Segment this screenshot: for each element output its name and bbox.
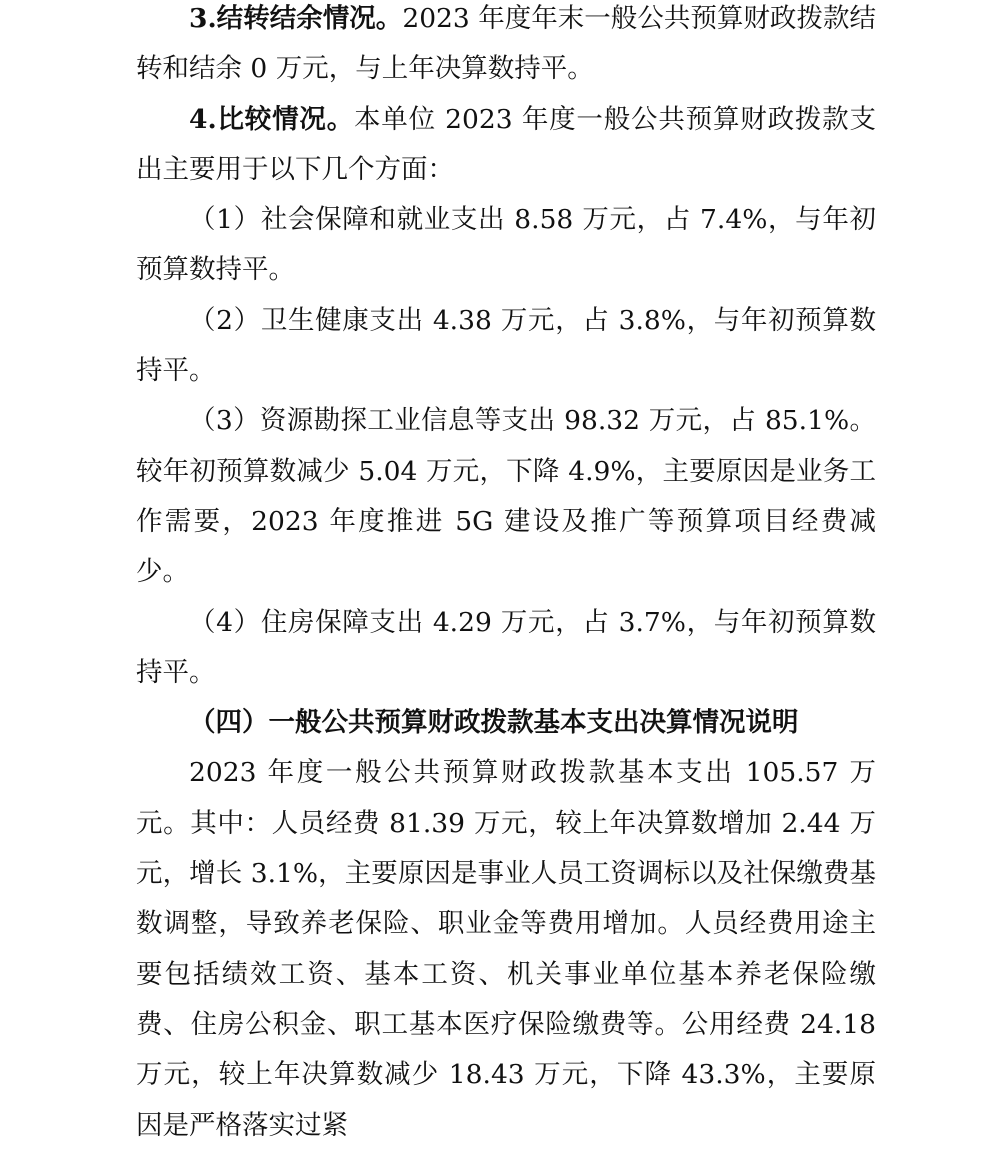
comparison-heading: 4.比较情况。 — [189, 103, 354, 135]
paragraph-housing: （4）住房保障支出 4.29 万元，占 3.7%，与年初预算数持平。 — [136, 606, 876, 688]
comparison-text: 本单位 2023 年度一般公共预算财政拨款支出主要用于以下几个方面： — [136, 103, 876, 185]
paragraph-comparison — [136, 95, 876, 196]
paragraph-social-security: （1）社会保障和就业支出 8.58 万元，占 7.4%，与年初预算数持平。 — [136, 204, 876, 286]
carryover-heading: 3.结转结余情况。 — [189, 3, 403, 34]
paragraph-resource-exploration: （3）资源勘探工业信息等支出 98.32 万元，占 85.1%。较年初预算数减少 5.04 万元，下降 4.9%，主要原因是业务工作需要，2023 年度推进 5G 建设及推广等预算项目经费减少。 — [136, 405, 876, 588]
carryover-text: 2023 年度年末一般公共预算财政拨款结转和结余 0 万元，与上年决算数持平。 — [136, 3, 876, 85]
paragraph-basic-expenditure: 2023 年度一般公共预算财政拨款基本支出 105.57 万元。其中：人员经费 81.39 万元，较上年决算数增加 2.44 万元，增长 3.1%，主要原因是事业人员工资调标以及社保缴费基数调整，导致养老保险、职业金等费用增加。人员经费用途主要包括绩效工资、基本工资、机关事业单位基本养老保险缴费、住房公积金、职工基本医疗保险缴费等。公用经费 24.18 万元，较上年决算数减少 18.43 万元，下降 43.3%，主要原因是严格落实过紧 — [136, 757, 876, 1141]
paragraph-health: （2）卫生健康支出 4.38 万元，占 3.8%，与年初预算数持平。 — [136, 304, 876, 387]
document-page — [136, 0, 876, 1151]
section-title-basic-expenditure: （四）一般公共预算财政拨款基本支出决算情况说明 — [189, 707, 799, 739]
paragraph-carryover — [136, 0, 876, 95]
